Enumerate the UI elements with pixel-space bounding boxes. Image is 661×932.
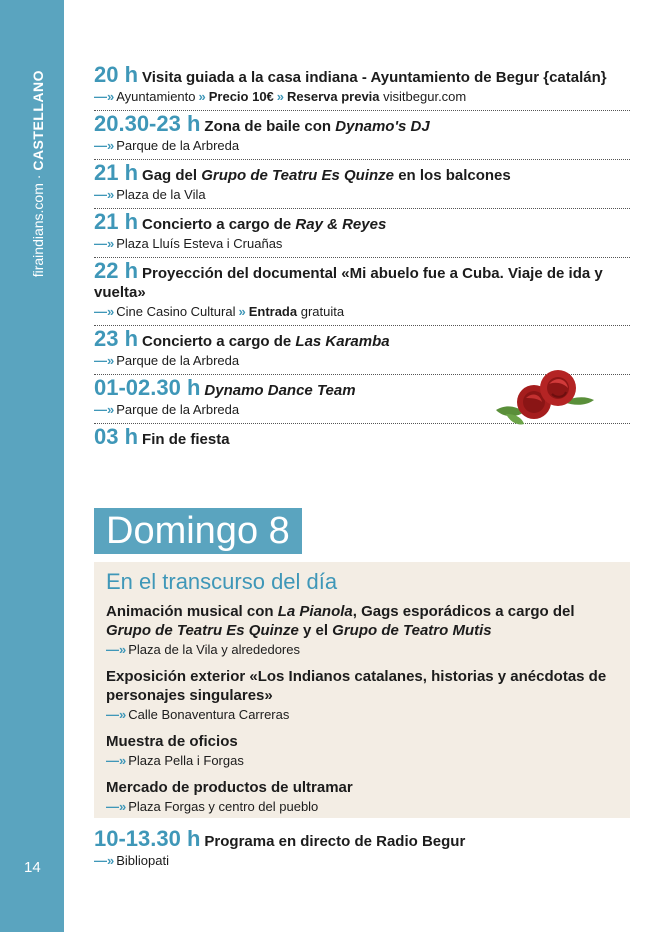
event-title: en los balcones <box>394 167 511 184</box>
event-detail: Plaza de la Vila <box>116 187 206 202</box>
event-title: Concierto a cargo de <box>142 333 296 350</box>
event-title: La Pianola <box>277 603 353 620</box>
event-title-line <box>94 160 630 185</box>
event-title: Grupo de Teatru Es Quinze <box>201 167 395 184</box>
event-location-line <box>94 235 630 252</box>
event-title-line <box>94 258 630 302</box>
event-title: Concierto a cargo de <box>142 216 296 233</box>
arrow-icon: —» <box>94 353 115 368</box>
separator-icon: » <box>276 89 285 104</box>
event-title: Proyección del documental «Mi abuelo fue a Cuba. Viaje de ida y vuelta» <box>94 265 603 301</box>
event-detail: Plaza Lluís Esteva i Cruañas <box>116 236 283 251</box>
event-item <box>94 160 630 209</box>
event-title-line <box>94 111 630 136</box>
sidebar <box>0 0 64 932</box>
event-time: 20 h <box>94 62 139 87</box>
event-detail: Entrada <box>248 304 298 319</box>
event-time: 21 h <box>94 160 139 185</box>
event-title: Exposición exterior «Los Indianos catalanes, historias y anécdotas de personajes singulares» <box>106 668 607 704</box>
event-title: Mercado de productos de ultramar <box>106 779 353 796</box>
arrow-icon: —» <box>106 799 127 814</box>
event-title: Animación musical con <box>106 603 278 620</box>
roses-illustration <box>494 366 596 428</box>
box-item <box>106 667 618 723</box>
event-title: Gag del <box>142 167 202 184</box>
box-item <box>106 732 618 769</box>
event-title: Ray & Reyes <box>295 216 387 233</box>
sidebar-separator: · <box>30 170 46 184</box>
event-detail: Plaza Pella i Forgas <box>128 753 244 768</box>
event-detail: gratuita <box>297 304 345 319</box>
event-title: Fin de fiesta <box>142 431 230 448</box>
event-title: Dynamo's DJ <box>335 118 430 135</box>
event-location-line <box>94 852 630 869</box>
event-title-line <box>106 602 618 640</box>
box-item <box>106 602 618 658</box>
arrow-icon: —» <box>106 707 127 722</box>
event-time: 22 h <box>94 258 139 283</box>
box-item-list <box>106 602 618 815</box>
language-label: CASTELLANO <box>30 70 46 171</box>
all-day-box <box>94 562 630 818</box>
page-number: 14 <box>24 859 41 876</box>
event-detail: Plaza Forgas y centro del pueblo <box>128 799 319 814</box>
event-title-line <box>106 732 618 751</box>
arrow-icon: —» <box>94 187 115 202</box>
event-title-line <box>94 326 630 351</box>
event-title: Programa en directo de Radio Begur <box>204 833 466 850</box>
event-location-line <box>94 88 630 105</box>
separator-icon: » <box>198 89 206 104</box>
event-title: Grupo de Teatro Mutis <box>332 622 492 639</box>
event-title: Muestra de oficios <box>106 733 238 750</box>
event-detail: Parque de la Arbreda <box>116 353 240 368</box>
event-item <box>94 258 630 326</box>
event-time: 03 h <box>94 424 139 449</box>
event-title: Grupo de Teatru Es Quinze <box>106 622 299 639</box>
event-time: 10-13.30 h <box>94 826 201 851</box>
arrow-icon: —» <box>94 89 115 104</box>
event-detail: Parque de la Arbreda <box>116 402 240 417</box>
event-detail: Ayuntamiento <box>116 89 196 104</box>
event-title-line <box>94 62 630 87</box>
event-detail: Cine Casino Cultural <box>116 304 236 319</box>
separator-icon: » <box>238 304 246 319</box>
arrow-icon: —» <box>94 236 115 251</box>
event-title: Visita guiada a la casa indiana - Ayuntamiento de Begur {catalán} <box>142 69 607 86</box>
arrow-icon: —» <box>106 642 127 657</box>
event-location-line <box>94 303 630 320</box>
event-location-line <box>106 752 618 769</box>
arrow-icon: —» <box>106 753 127 768</box>
event-title: Las Karamba <box>295 333 390 350</box>
event-detail: Precio 10€ <box>208 89 274 104</box>
box-item <box>106 778 618 815</box>
event-title-line <box>94 424 630 449</box>
arrow-icon: —» <box>94 304 115 319</box>
event-time: 23 h <box>94 326 139 351</box>
arrow-icon: —» <box>94 402 115 417</box>
day-title: Domingo 8 <box>94 508 302 554</box>
event-location-line <box>106 706 618 723</box>
event-item <box>94 826 630 874</box>
event-item <box>94 209 630 258</box>
event-detail: Bibliopati <box>116 853 169 868</box>
event-detail: Calle Bonaventura Carreras <box>128 707 290 722</box>
arrow-icon: —» <box>94 853 115 868</box>
event-title: , Gags esporádicos a cargo del <box>352 603 575 620</box>
event-title: Zona de baile con <box>204 118 336 135</box>
event-detail: Plaza de la Vila y alrededores <box>128 642 300 657</box>
event-title: y el <box>298 622 333 639</box>
box-title: En el transcurso del día <box>106 569 338 594</box>
sidebar-label <box>30 70 46 277</box>
event-time: 20.30-23 h <box>94 111 201 136</box>
event-time: 21 h <box>94 209 139 234</box>
event-location-line <box>106 641 618 658</box>
event-detail: visitbegur.com <box>379 89 467 104</box>
arrow-icon: —» <box>94 138 115 153</box>
sunday-event-list <box>94 826 630 874</box>
event-location-line <box>94 137 630 154</box>
event-location-line <box>94 186 630 203</box>
event-title-line <box>94 826 630 851</box>
site-url: firaindians.com <box>30 183 46 278</box>
event-title-line <box>106 778 618 797</box>
event-title-line <box>106 667 618 705</box>
event-title-line <box>94 209 630 234</box>
event-item <box>94 424 630 454</box>
event-item <box>94 111 630 160</box>
event-detail: Reserva previa <box>287 89 380 104</box>
event-detail: Parque de la Arbreda <box>116 138 240 153</box>
event-item <box>94 62 630 111</box>
event-time: 01-02.30 h <box>94 375 201 400</box>
event-title: Dynamo Dance Team <box>204 382 356 399</box>
event-location-line <box>106 798 618 815</box>
